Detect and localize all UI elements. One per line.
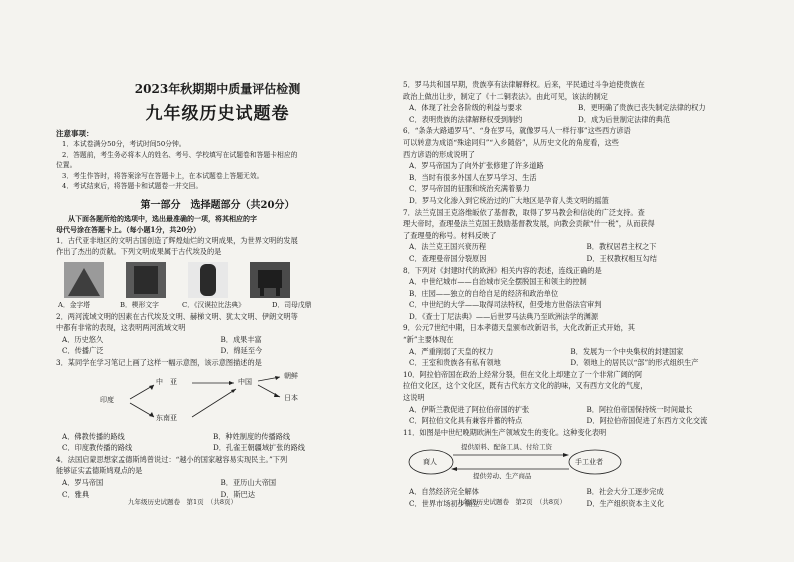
- option-d[interactable]: D．绵延至今: [220, 346, 263, 356]
- option-c[interactable]: C．表明贵族的法律解释权受到制约: [409, 114, 523, 124]
- option-c[interactable]: C．王室和贵族各有私有领地: [409, 358, 501, 368]
- option-d[interactable]: D．王权教权相互勾结: [586, 253, 657, 263]
- bottom-arrow-label: 提供劳动、生产商品: [473, 472, 532, 481]
- option-a[interactable]: A．罗马帝国为了向外扩张修建了许多道路: [409, 161, 544, 171]
- option-b[interactable]: B．发展为一个中央集权的封建国家: [570, 346, 684, 356]
- note-item: 位置。: [56, 161, 77, 169]
- page-footer: 九年级历史试题卷 第2页 （共8页）: [457, 498, 567, 506]
- note-item: 2．答题前，考生务必将本人的姓名、考号、学校填写在试题卷和答题卡相应的: [62, 150, 298, 159]
- question-9-options: [403, 346, 764, 369]
- craftsman-node: 手工业者: [575, 458, 603, 467]
- question-9-stem: 9．公元7世纪中期，日本孝德天皇颁布改新诏书，大化改新正式开始，其: [403, 323, 635, 333]
- diagram-node-korea: 朝鲜: [284, 371, 298, 380]
- option-c[interactable]: C．世界市场初步确立: [409, 499, 480, 508]
- option-c[interactable]: C．罗马帝国的征服和统治充满着暴力: [409, 184, 530, 194]
- part1-heading: 第一部分 选择题部分（共20分）: [140, 199, 295, 211]
- option-a[interactable]: A．伊斯兰教促进了阿拉伯帝国的扩张: [409, 404, 530, 414]
- question-8-stem: 8．下列对《封建时代的欧洲》相关内容的表述，连线正确的是: [403, 265, 602, 275]
- question-9-stem: “新”主要体现在: [403, 335, 454, 345]
- question-2-stem: 中都有非常的表现，这表明两河流域文明: [56, 323, 186, 333]
- question-5-stem: 5．罗马共和国早期，贵族享有法律解释权。后来，平民通过斗争迫使贵族在: [403, 80, 645, 89]
- buddhism-spread-diagram: [56, 371, 379, 429]
- option-b[interactable]: B．更明确了贵族已丧失制定法律的权力: [578, 103, 706, 113]
- option-c[interactable]: C．中世纪的大学——取得司法特权，但受地方世俗法官审判: [409, 300, 602, 310]
- question-1-images: [64, 262, 379, 298]
- option-b[interactable]: B．庄园——独立的自给自足的经济和政治单位: [409, 288, 559, 298]
- diagram-node-southeast-asia: 东南亚: [156, 413, 177, 422]
- option-a[interactable]: A．法兰克王国兴衰历程: [409, 242, 487, 252]
- option-b[interactable]: B．教权居君主权之下: [586, 242, 657, 252]
- diagram-node-india: 印度: [100, 395, 114, 404]
- option-a[interactable]: A．佛教传播的路线: [62, 431, 125, 441]
- diagram-node-central-asia: 中 亚: [156, 377, 177, 386]
- option-d[interactable]: D．阿拉伯帝国促进了东西方文化交流: [586, 416, 708, 426]
- question-10-stem: 10．阿拉伯帝国在政治上经常分裂，但在文化上却建立了一个非常广阔的阿: [403, 369, 643, 379]
- question-2-stem: 2．两河流域文明的因素在古代埃及文明、赫梯文明、犹太文明、伊朗文明等: [56, 311, 298, 321]
- question-10-options: [403, 404, 764, 427]
- question-5-options: [403, 102, 764, 125]
- question-7-stem: 理大帝时，查理曼法兰克国王鼓励基督教发展，向教会贡献“什一税”，从而获得: [403, 219, 655, 229]
- cuneiform-image: [126, 262, 166, 298]
- notes-heading: 注意事项：: [56, 129, 94, 138]
- option-a[interactable]: A．自然经济完全解体: [409, 487, 479, 497]
- question-10-stem: 这说明: [403, 393, 425, 403]
- question-10-stem: 拉伯文化区，这个文化区，既有古代东方文化的韵味，又有西方文化的气度，: [403, 381, 648, 391]
- option-b[interactable]: B．阿拉伯帝国保持统一时间最长: [586, 404, 693, 414]
- option-d[interactable]: D．罗马文化渗入到它统治过的广大地区是孕育人类文明的摇篮: [409, 195, 609, 205]
- merchant-node: 商人: [423, 458, 437, 467]
- pyramid-image: [64, 262, 104, 298]
- note-item: 4．考试结束后，将答题卡和试题卷一并交回。: [62, 182, 203, 190]
- exam-page-2: [397, 0, 794, 562]
- option-d[interactable]: D．孔雀王朝疆域扩张的路线: [212, 443, 305, 453]
- option-a[interactable]: A．金字塔: [58, 300, 91, 309]
- top-arrow-label: 提供原料、配备工具、付给工资: [461, 443, 552, 452]
- option-b[interactable]: B．楔形文字: [120, 300, 159, 309]
- option-b[interactable]: B．当时有很多外国人在罗马学习、生活: [409, 172, 537, 182]
- note-item: 1．本试卷满分50分，考试时间50分钟。: [62, 140, 186, 148]
- note-item: 3．考生作答时，将答案涂写在答题卡上，在本试题卷上答题无效。: [62, 171, 264, 180]
- question-6-options: [403, 160, 764, 206]
- diagram-node-china: 中国: [238, 377, 252, 386]
- option-d[interactable]: D．成为后世制定法律的典范: [578, 114, 671, 124]
- option-c[interactable]: C．雅典: [62, 489, 90, 499]
- diagram-node-japan: 日本: [284, 393, 298, 402]
- option-b[interactable]: B．社会大分工逐步完成: [586, 487, 664, 497]
- option-d[interactable]: D．司母戊鼎: [272, 300, 312, 309]
- question-11-stem: 11．如图是中世纪晚期欧洲生产领域发生的变化。这种变化表明: [403, 427, 607, 437]
- question-8-options: [403, 276, 764, 322]
- option-d[interactable]: D．领地上的居民以“部”的形式组织生产: [570, 358, 699, 368]
- exam-title-line1: 2023年秋期期中质量评估检测: [134, 82, 301, 96]
- question-7-stem: 7．法兰克国王克洛维皈依了基督教，取得了罗马教会和信徒的广泛支持。查: [403, 207, 645, 217]
- option-c[interactable]: C．阿拉伯文化具有兼容并蓄的特点: [409, 416, 523, 426]
- question-6-stem: 可以转意为成语“殊途同归”“入乡随俗”，从历史文化的角度看，这些: [403, 137, 619, 147]
- question-2-options: [56, 334, 379, 357]
- option-c[interactable]: C．传播广泛: [62, 346, 104, 356]
- option-c[interactable]: C．印度教传播的路线: [62, 443, 133, 453]
- part1-instructions: 从下面各题所给的选项中，选出最准确的一项，将其相应的字: [68, 213, 257, 223]
- option-a[interactable]: A．历史悠久: [62, 334, 104, 344]
- hammurabi-code-image: [188, 262, 228, 298]
- option-b[interactable]: B．亚历山大帝国: [220, 478, 277, 488]
- option-d[interactable]: D．斯巴达: [220, 489, 256, 499]
- question-3-options: [56, 431, 379, 454]
- option-a[interactable]: A．中世纪城市——自治城市完全摆脱国王和领主的控制: [409, 277, 587, 287]
- part1-instructions: 母代号涂在答题卡上。（每小题1分，共20分）: [56, 224, 201, 234]
- question-1-options: [56, 300, 379, 311]
- option-a[interactable]: A．严重削弱了天皇的权力: [409, 346, 494, 356]
- option-c[interactable]: C．查理曼帝国分裂原因: [409, 253, 487, 263]
- option-d[interactable]: D．生产组织资本主义化: [586, 499, 665, 508]
- option-d[interactable]: D．《查士丁尼法典》——后世罗马法典乃至欧洲法学的渊源: [409, 311, 599, 321]
- ding-image: [250, 262, 290, 298]
- option-a[interactable]: A．体现了社会各阶级的利益与要求: [409, 103, 523, 113]
- option-b[interactable]: B．种姓制度的传播路线: [212, 431, 291, 441]
- question-6-stem: 西方谚语的形成说明了: [403, 149, 475, 159]
- page-footer: 九年级历史试题卷 第1页 （共8页）: [128, 498, 238, 506]
- question-7-options: [403, 241, 764, 264]
- question-3-stem: 3．某同学在学习笔记上画了这样一幅示意图，该示意图描述的是: [56, 358, 262, 368]
- question-4-stem: 能够证实孟德斯鸠观点的是: [56, 466, 143, 476]
- option-c[interactable]: C．《汉谟拉比法典》: [182, 300, 245, 309]
- question-1-stem: 1．古代亚非地区的文明古国创造了辉煌灿烂的文明成果，为世界文明的发展: [56, 235, 298, 245]
- production-change-diagram: [403, 438, 764, 486]
- question-7-stem: 了查理曼的称号。材料反映了: [403, 230, 497, 240]
- question-1-stem: 作出了杰出的贡献。下列文明成果属于古代埃及的是: [56, 247, 222, 257]
- question-6-stem: 6．“条条大路通罗马”、“身在罗马，就像罗马人一样行事”这些西方谚语: [403, 126, 631, 136]
- question-5-stem: 政治上做出让步，制定了《十二铜表法》。由此可见，该法的制定: [403, 91, 608, 101]
- option-a[interactable]: A．罗马帝国: [62, 478, 104, 488]
- exam-title-line2: 九年级历史试题卷: [145, 104, 290, 124]
- question-4-stem: 4．法国启蒙思想家孟德斯鸠曾说过：“越小的国家越容易实现民主。”下列: [56, 454, 288, 464]
- option-b[interactable]: B．成果丰富: [220, 334, 262, 344]
